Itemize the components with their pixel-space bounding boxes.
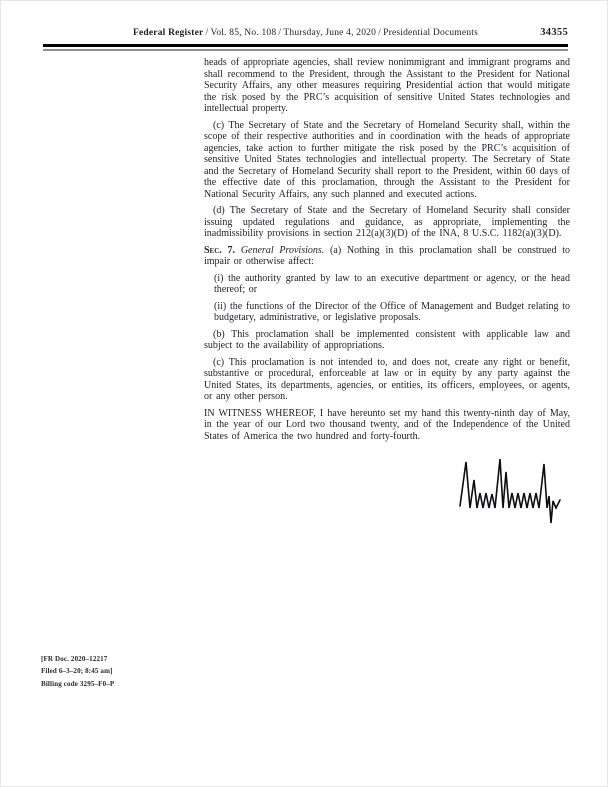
section-7-title: General Provisions. bbox=[240, 244, 325, 256]
document-body bbox=[204, 57, 570, 531]
paragraph-c: (c) The Secretary of State and the Secretary of Homeland Security shall, within the scope of their respective authorities and in coordination with the heads of appropriate agencies, take action to further mitigate the risk posed by the PRC’s acquisition of sensitive United States technologies and intellectual property. The Secretary of State and the Secretary of Homeland Security shall report to the President, within 60 days of the effective date of this proclamation, through the Assistant to the President for National Security Affairs, any such planned and executed actions. bbox=[204, 119, 570, 200]
paragraph-continuation: heads of appropriate agencies, shall review nonimmigrant and immigrant programs and shall recommend to the President, through the Assistant to the President for National Security Affairs, any other measures requiring Presidential action that would mitigate the risk posed by the PRC’s acquisition of sensitive United States technologies and intellectual property. bbox=[204, 57, 570, 114]
filing-notes bbox=[41, 653, 114, 690]
presidential-signature bbox=[204, 455, 570, 531]
paragraph-d: (d) The Secretary of State and the Secretary of Homeland Security shall consider issuing updated regulations and guidance, as appropriate, implementing the inadmissibility provisions in section 212(a)(3)(D) of the INA, 8 U.S.C. 1182(a)(3)(D). bbox=[204, 205, 570, 239]
billing-code: Billing code 3295–F0–P bbox=[41, 679, 115, 688]
section-7-label: Sec. 7. bbox=[204, 244, 236, 256]
paragraph-b: (b) This proclamation shall be implemented consistent with applicable law and subject to the availability of appropriations. bbox=[204, 328, 570, 351]
witness-paragraph: IN WITNESS WHEREOF, I have hereunto set my hand this twenty-ninth day of May, in the year of our Lord two thousand twenty, and of the Independence of the United States of America the two hundred and forty-fourth. bbox=[204, 407, 570, 442]
journal-title: Federal Register bbox=[132, 28, 204, 38]
subitem-i: (i) the authority granted by law to an executive department or agency, or the head thereof; or bbox=[214, 272, 570, 295]
page-number: 34355 bbox=[540, 27, 568, 38]
subitem-ii: (ii) the functions of the Director of the Office of Management and Budget relating to budgetary, administrative, or legislative proposals. bbox=[214, 300, 570, 323]
section-7-paragraph bbox=[204, 245, 570, 268]
header-rule-thin bbox=[43, 49, 568, 51]
signature-icon bbox=[457, 455, 567, 527]
paragraph-c2: (c) This proclamation is not intended to, and does not, create any right or benefit, substantive or procedural, enforceable at law or in equity by any party against the United States, its departments, agencies, or entities, its officers, employees, or agents, or any other person. bbox=[204, 356, 570, 402]
issue-info: / Vol. 85, No. 108 / Thursday, June 4, 2020 / Presidential Documents bbox=[203, 28, 479, 38]
section-7-text: (a) Nothing in this proclamation shall be construed to impair or otherwise affect: bbox=[204, 244, 570, 267]
page-header bbox=[43, 28, 568, 38]
filed-date: Filed 6–3–20; 8:45 am] bbox=[41, 667, 113, 676]
fr-doc-number: [FR Doc. 2020–12217 bbox=[41, 655, 108, 663]
header-rule-thick bbox=[43, 44, 568, 47]
